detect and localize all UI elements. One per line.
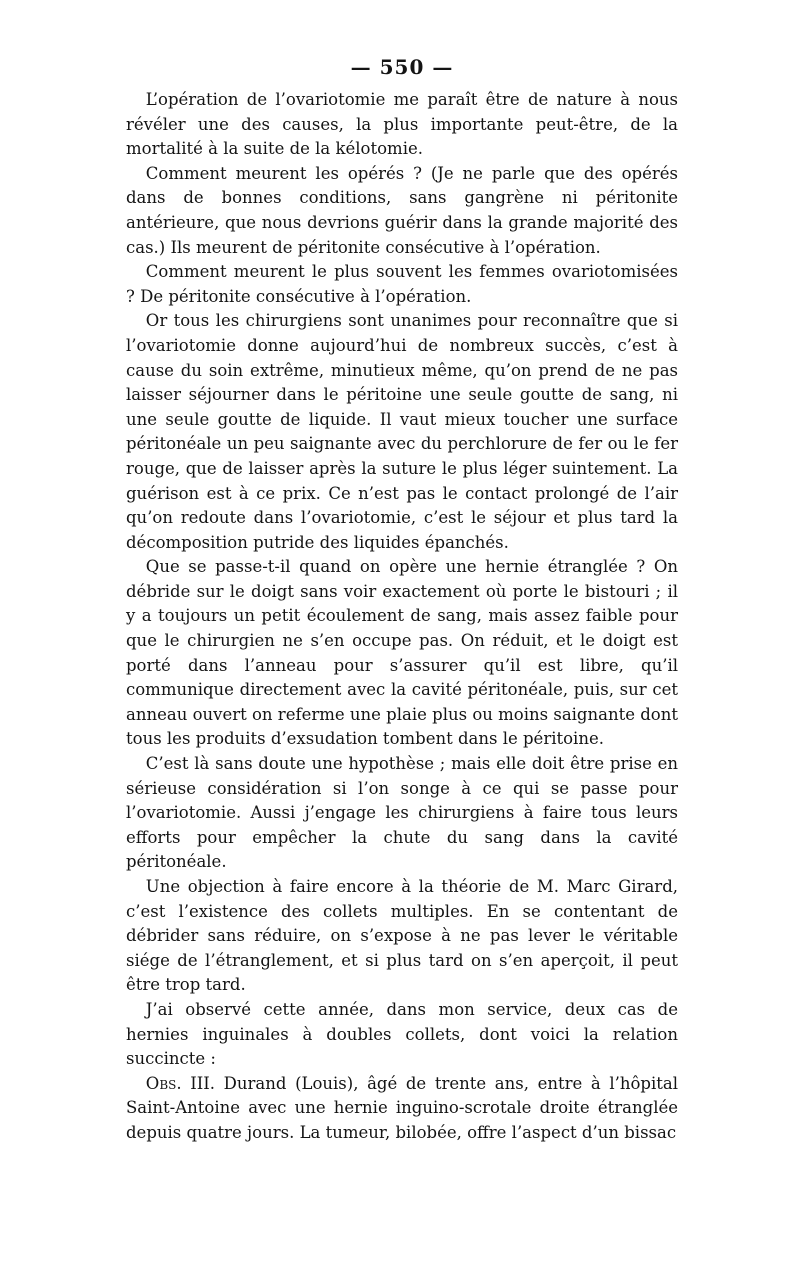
- paragraph-observation-3: [126, 1072, 678, 1146]
- book-page: [126, 54, 678, 1146]
- paragraph-how-operated-die: Comment meurent les opérés ? (Je ne parle que des opérés dans de bonnes conditions, sans gangrène ni péritonite antérieure, que nous devrions guérir dans la grande majorité des cas.) Ils meurent de péritonite consécutive à l’opération.: [126, 163, 678, 257]
- paragraph-how-women-die: Comment meurent le plus souvent les femmes ovariotomisées ? De péritonite consécutive à l’opération.: [126, 262, 678, 306]
- paragraph-ovariotomy-cause: L’opération de l’ovariotomie me paraît être de nature à nous révéler une des causes, la plus importante peut-être, de la mortalité à la suite de la kélotomie.: [126, 90, 678, 159]
- paragraph-observed-cases: J’ai observé cette année, dans mon service, deux cas de hernies inguinales à doubles collets, dont voici la relation succincte :: [126, 999, 678, 1069]
- observation-label: Obs. III.: [145, 1073, 216, 1093]
- paragraph-strangled-hernia: Que se passe-t-il quand on opère une hernie étranglée ? On débride sur le doigt sans voir exactement où porte le bistouri ; il y a toujours un petit écoulement de sang, mais assez faible pour que le chirurgien ne s’en occupe pas. On réduit, et le doigt est porté dans l’anneau pour s’assurer qu’il est libre, qu’il communique directement avec la cavité péritonéale, puis, sur cet anneau ouvert on referme une plaie plus ou moins saignante dont tous les produits d’exsudation tombent dans le péritoine.: [126, 557, 678, 749]
- page-number: — 550 —: [350, 55, 454, 79]
- paragraph-surgeons-unanimous: Or tous les chirurgiens sont unanimes pour reconnaître que si l’ovariotomie donne aujourd’hui de nombreux succès, c’est à cause du soin extrême, minutieux même, qu’on prend de ne pas laisser séjourner dans le péritoine une seule goutte de sang, ni une seule goutte de liquide. Il vaut mieux toucher une surface péritonéale un peu saignante avec du perchlorure de fer ou le fer rouge, que de laisser après la suture le plus léger suintement. La guérison est à ce prix. Ce n’est pas le contact prolongé de l’air qu’on redoute dans l’ovariotomie, c’est le séjour et plus tard la décomposition putride des liquides épanchés.: [126, 311, 678, 552]
- paragraph-hypothesis: C’est là sans doute une hypothèse ; mais elle doit être prise en sérieuse considération si l’on songe à ce qui se passe pour l’ovariotomie. Aussi j’engage les chirurgiens à faire tous leurs efforts pour empêcher la chute du sang dans la cavité péritonéale.: [126, 754, 678, 872]
- observation-text: Durand (Louis), âgé de trente ans, entre à l’hôpital Saint-Antoine avec une hernie inguino-scrotale droite étranglée depuis quatre jours. La tumeur, bilobée, offre l’aspect d’un bissac: [126, 1073, 678, 1142]
- paragraph-objection: Une objection à faire encore à la théorie de M. Marc Girard, c’est l’existence des collets multiples. En se contentant de débrider sans réduire, on s’expose à ne pas lever le véritable siége de l’étranglement, et si plus tard on s’en aperçoit, il peut être trop tard.: [126, 877, 678, 995]
- body-text: [126, 88, 678, 1146]
